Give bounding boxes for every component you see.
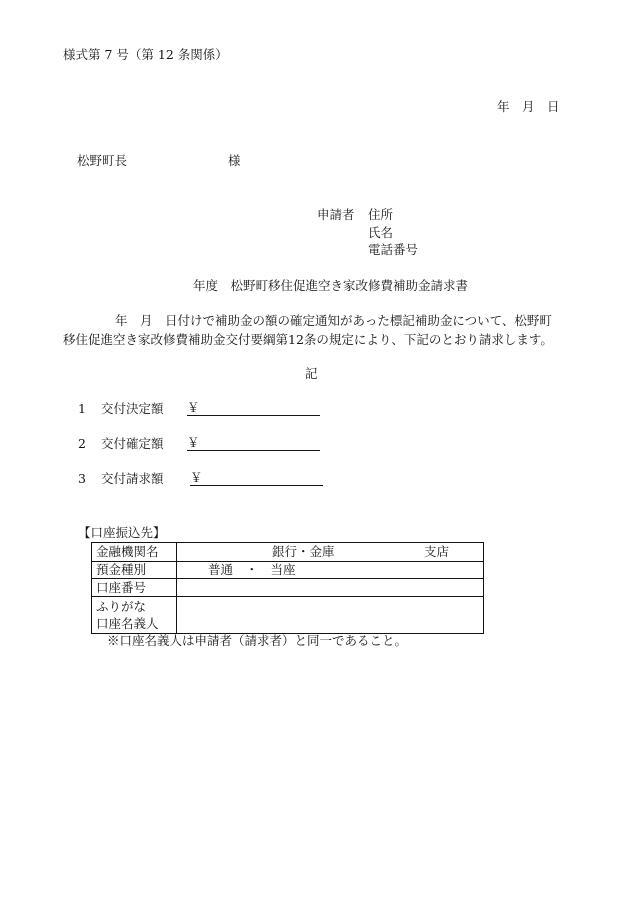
item-label-requested-amount: 交付請求額: [101, 471, 164, 486]
document-title: 年度 松野町移住促進空き家改修費補助金請求書: [193, 278, 469, 293]
furigana-label: ふりがな: [96, 598, 147, 614]
deposit-type-value-cell: [177, 562, 484, 579]
deposit-type-label: 預金種別: [92, 562, 177, 579]
applicant-phone-label: 電話番号: [368, 242, 419, 257]
bank-transfer-heading: 【口座振込先】: [78, 525, 166, 540]
yen-symbol: ￥: [187, 435, 200, 450]
yen-symbol: ￥: [187, 400, 200, 415]
body-text-line-2: 移住促進空き家改修費補助金交付要綱第12条の規定により、下記のとおり請求します。: [63, 332, 553, 347]
item-number: 3: [78, 471, 86, 486]
item-label-decided-amount: 交付決定額: [101, 401, 164, 416]
account-holder-note: ※口座名義人は申請者（請求者）と同一であること。: [107, 633, 408, 648]
addressee-name: 松野町長: [77, 153, 128, 168]
ki-heading: 記: [305, 366, 318, 381]
table-row-institution: [92, 543, 484, 562]
item-number: 1: [78, 401, 86, 416]
branch-text: 支店: [424, 544, 450, 559]
item-label-confirmed-amount: 交付確定額: [101, 436, 164, 451]
institution-value-cell: [177, 543, 484, 562]
account-number-value-cell: [177, 579, 484, 597]
table-row-account-number: [92, 579, 484, 597]
decided-amount-field: [187, 401, 320, 416]
applicant-name-label: 氏名: [368, 225, 394, 240]
account-number-label: 口座番号: [92, 579, 177, 597]
account-holder-label: 口座名義人: [96, 615, 159, 631]
bank-type-text: 銀行・金庫: [272, 544, 335, 559]
yen-symbol: ￥: [190, 470, 203, 485]
account-holder-value-cell: [177, 597, 484, 634]
table-row-account-holder: [92, 597, 484, 634]
requested-amount-field: [190, 471, 323, 486]
form-number: 様式第 7 号（第 12 条関係）: [63, 47, 228, 62]
addressee-honorific: 様: [228, 153, 241, 168]
table-row-deposit-type: [92, 562, 484, 579]
item-number: 2: [78, 436, 86, 451]
account-holder-label-cell: [92, 597, 177, 634]
applicant-address-label: 住所: [368, 207, 394, 222]
deposit-type-options: 普通 ・ 当座: [208, 562, 296, 577]
body-text-line-1: 年 月 日付けで補助金の額の確定通知があった標記補助金について、松野町: [115, 313, 552, 328]
applicant-label: 申請者: [317, 207, 355, 222]
bank-account-table: [91, 542, 484, 634]
institution-label: 金融機関名: [92, 543, 177, 562]
date-line: 年 月 日: [497, 99, 560, 114]
confirmed-amount-field: [187, 436, 320, 451]
